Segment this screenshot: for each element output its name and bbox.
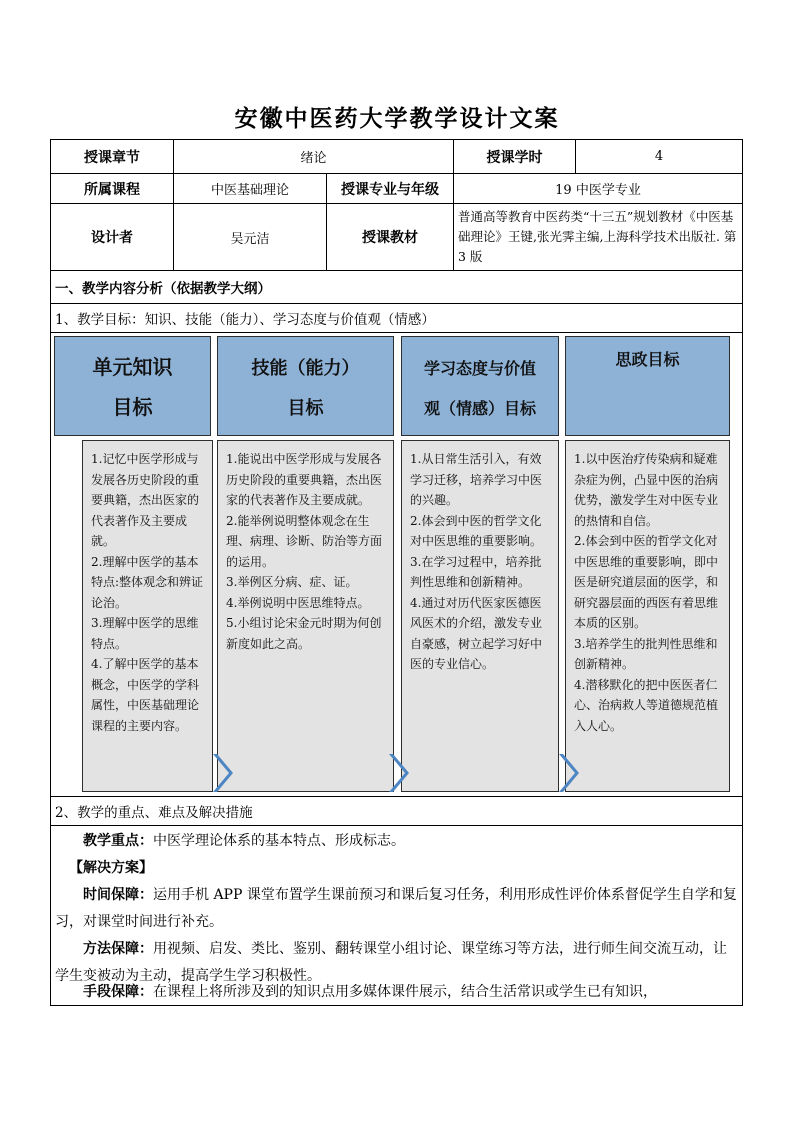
chapter-value: 绪论 (174, 140, 454, 174)
list-item: 4.通过对历代医家医德医风医术的介绍，激发专业自豪感，树立起学习好中医的专业信心。 (410, 595, 543, 671)
key-label: 教学重点： (83, 833, 153, 849)
ideology-goal-header (565, 336, 730, 436)
list-item: 3.在学习过程中，培养批判性思维和创新精神。 (410, 554, 542, 589)
objectives-heading: 1、教学目标：知识、技能（能力）、学习态度与价值观（情感） (51, 304, 742, 333)
list-item: 4.潜移默化的把中医医者仁心、治病救人等道德规范植入人心。 (574, 677, 719, 733)
skill-goal-list (217, 440, 394, 792)
hours-label: 授课学时 (454, 140, 576, 174)
list-item: 4.举例说明中医思维特点。 (226, 595, 370, 610)
key-point-line (55, 828, 739, 855)
header-line: 目标 (112, 395, 153, 419)
header-line: 技能（能力） (251, 358, 360, 379)
list-item: 5.小组讨论宋金元时期为何创新度如此之高。 (226, 616, 382, 651)
method-text: 用视频、启发、类比、鉴别、翻转课堂小组讨论、课堂练习等方法，进行师生间交流互动，让学生变被动为主动，提高学生学习积极性。 (55, 941, 727, 984)
chevron-right-icon (211, 752, 233, 794)
list-item: 3.举例区分病、症、证。 (226, 575, 358, 589)
list-item: 1.从日常生活引入，有效学习迁移，培养学习中医的兴趣。 (410, 452, 543, 507)
knowledge-goal-list (82, 440, 213, 792)
chevron-right-icon (387, 752, 409, 794)
major-label: 授课专业与年级 (327, 174, 454, 204)
designer-label: 设计者 (51, 204, 174, 271)
major-value: 19 中医学专业 (454, 174, 742, 204)
solution-heading: 【解决方案】 (69, 860, 153, 876)
list-item: 1.以中医治疗传染病和疑难杂症为例，凸显中医的治病优势，激发学生对中医专业的热情和自信。 (574, 452, 719, 528)
attitude-goal-header (401, 336, 559, 436)
designer-value: 吴元洁 (174, 204, 327, 271)
course-label: 所属课程 (51, 174, 174, 204)
list-item: 2.体会到中医的哲学文化对中医思维的重要影响，即中医是研究道层面的医学，和研究器层面的西医有着思维本质的区别。 (574, 534, 719, 630)
section-heading: 一、教学内容分析（依据教学大纲） (51, 271, 742, 304)
key-text: 中医学理论体系的基本特点、形成标志。 (153, 833, 405, 849)
key-points-heading: 2、教学的重点、难点及解决措施 (51, 796, 742, 826)
list-item: 2.理解中医学的基本特点:整体观念和辨证论治。 (91, 554, 204, 610)
list-item: 3.培养学生的批判性思维和创新精神。 (574, 636, 718, 671)
skill-goal-header (217, 336, 394, 436)
header-line: 学习态度与价值 (423, 359, 536, 378)
list-item: 1.记忆中医学形成与发展各历史阶段的重要典籍，杰出医家的代表著作及主要成就。 (91, 452, 200, 548)
design-table (50, 139, 743, 1006)
attitude-goal-list (401, 440, 559, 792)
means-paragraph (55, 979, 739, 1006)
list-item: 4.了解中医学的基本概念，中医学的学科属性，中医基础理论课程的主要内容。 (91, 657, 200, 733)
textbook-value: 普通高等教育中医药类“十三五”规划教材《中医基础理论》王键,张光霁主编,上海科学技术出版社. 第 3 版 (454, 204, 742, 271)
time-label: 时间保障： (83, 887, 153, 903)
header-line: 目标 (287, 398, 324, 419)
chevron-right-icon (557, 752, 579, 794)
means-text: 在课程上将所涉及到的知识点用多媒体课件展示，结合生活常识或学生已有知识， (153, 984, 657, 1000)
time-text: 运用手机 APP 课堂布置学生课前预习和课后复习任务，利用形成性评价体系督促学生自学和复习，对课堂时间进行补充。 (55, 887, 737, 930)
list-item: 3.理解中医学的思维特点。 (91, 616, 199, 651)
hours-value: 4 (576, 140, 742, 174)
list-item: 2.能举例说明整体观念在生理、病理、诊断、防治等方面的运用。 (226, 513, 383, 569)
method-label: 方法保障： (83, 941, 153, 957)
ideology-goal-list (565, 440, 730, 792)
header-line: 思政目标 (615, 350, 680, 369)
list-item: 2.体会到中医的哲学文化对中医思维的重要影响。 (410, 513, 543, 548)
knowledge-goal-header (54, 336, 211, 436)
time-paragraph (55, 882, 739, 936)
list-item: 1.能说出中医学形成与发展各历史阶段的重要典籍，杰出医家的代表著作及主要成就。 (226, 452, 383, 507)
chapter-label: 授课章节 (51, 140, 174, 174)
page-title: 安徽中医药大学教学设计文案 (234, 105, 560, 132)
means-label: 手段保障： (83, 984, 153, 1000)
course-value: 中医基础理论 (174, 174, 327, 204)
header-line: 观（情感）目标 (423, 399, 536, 418)
header-line: 单元知识 (92, 355, 173, 379)
textbook-label: 授课教材 (327, 204, 454, 271)
